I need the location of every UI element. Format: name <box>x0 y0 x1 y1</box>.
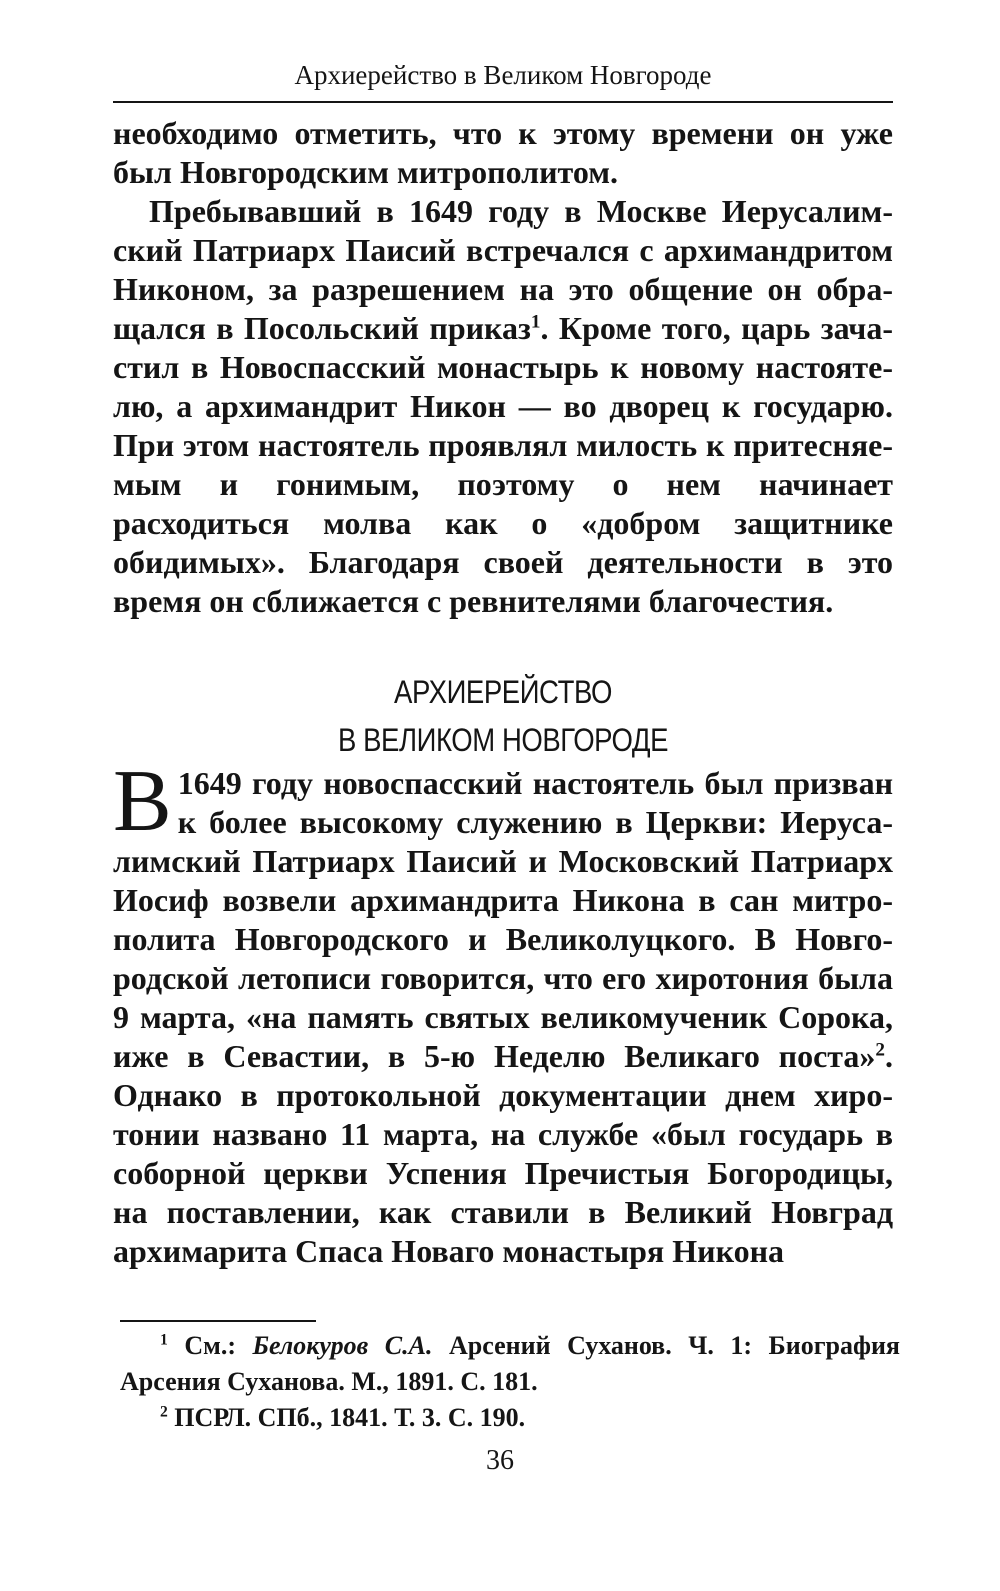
footnote-rule <box>120 1320 316 1322</box>
footnote-text: ПСРЛ. СПб., 1841. Т. 3. С. 190. <box>174 1403 526 1432</box>
paragraph-continued: необходимо отметить, что к этому времени он уже был Новгородским митрополитом. <box>113 115 893 190</box>
body-text-top <box>113 114 893 621</box>
paragraph-text: . Однако в протокольной документации днем хиротонии названо 11 марта, на службе «был государь в соборной церкви Успения Пречистыя Богородицы, на поставлении, как ставили в Великий Новград архимарита Спаса Новаго монастыря Никона <box>113 1038 893 1269</box>
footnote-ref-1[interactable]: 1 <box>530 311 541 333</box>
paragraph-consecration <box>113 753 893 1271</box>
running-head: Архиерейство в Великом Новгороде <box>294 60 712 90</box>
footnote-marker: 1 <box>160 1331 168 1349</box>
page-number: 36 <box>486 1445 514 1476</box>
header-rule <box>113 101 893 103</box>
footnote-2 <box>120 1400 900 1436</box>
section-heading-line-1: АРХИЕРЕЙСТВО <box>394 674 612 710</box>
footnote-ref-2[interactable]: 2 <box>875 1039 885 1061</box>
paragraph-paisius <box>113 192 893 621</box>
footnote-text: Арсений Суханов. Ч. 1: Биография Арсения Суханова. М., 1891. С. 181. <box>120 1331 900 1396</box>
drop-cap: В <box>113 753 172 850</box>
section-heading-line-2: В ВЕЛИКОМ НОВГОРОДЕ <box>337 722 669 758</box>
footnote-1 <box>120 1328 900 1400</box>
body-text-section <box>113 753 893 1271</box>
paragraph-text: 1649 году новоспасский настоятель был призван к более высокому служению в Церкви: Иерусалимский Патриарх Паисий и Московский Патриарх Иосиф возвели архимандрита Никона в сан митрополита Новгородского и Великолуцкого. В Новгородской летописи говорится, что его хиротония была 9 марта, «на память святых великомученик Сорока, иже в Севастии, в 5-ю Неделю Великаго поста» <box>113 765 893 1074</box>
footnote-marker: 2 <box>160 1403 168 1421</box>
paragraph-text: Пребывавший в 1649 году в Москве Иерусалимский Патриарх Паисий встречался с архимандритом Никоном, за разрешением на это общение он обращался в Посольский приказ <box>113 193 893 346</box>
footnote-author: Белокуров С.А. <box>252 1331 433 1360</box>
section-heading <box>113 668 893 764</box>
footnotes <box>120 1328 900 1436</box>
paragraph-text: . Кроме того, царь зачастил в Новоспасский монастырь к новому настоятелю, а архимандрит Никон — во дворец к государю. При этом настоятель проявлял милость к притесняемым и гонимым, поэтому о нем начинает расходиться молва как о «добром защитнике обидимых». Благодаря своей деятельности в это время он сближается с ревнителями благочестия. <box>113 310 893 619</box>
footnote-text: См.: <box>184 1331 253 1360</box>
